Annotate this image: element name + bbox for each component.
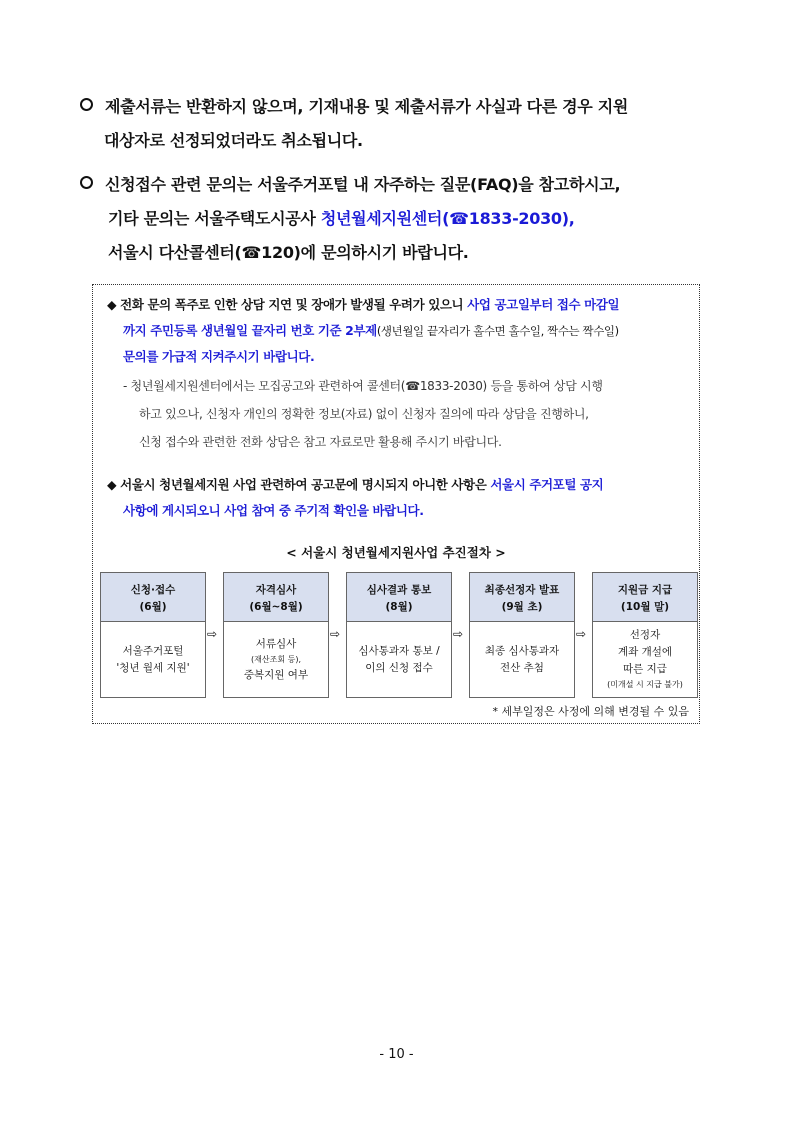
step-1-period: (6월) <box>139 601 167 613</box>
circle-bullet-icon <box>80 98 93 111</box>
step-2-body-line: 중복지원 여부 <box>243 668 309 681</box>
intro-item-2-line-3: 서울시 다산콜센터(☎120)에 문의하시기 바랍니다. <box>108 243 469 262</box>
step-2-period: (6월~8월) <box>249 601 303 613</box>
step-2-header <box>223 572 329 622</box>
step-5-title: 지원금 지급 <box>617 584 673 596</box>
step-5-body-line: 따른 지급 <box>623 663 667 675</box>
notice-p2-line-2: 사항에 게시되오니 사업 참여 중 주기적 확인을 바랍니다. <box>123 503 424 518</box>
step-3-period: (8월) <box>385 601 413 613</box>
step-1-body <box>100 622 206 698</box>
notice-p1-line-2-rest: (생년월일 끝자리가 홀수면 홀수일, 짝수는 짝수일) <box>376 324 619 338</box>
step-4-body-line: 최종 심사통과자 <box>484 644 560 657</box>
step-3-header <box>346 572 452 622</box>
step-5-period: (10월 말) <box>620 601 670 613</box>
step-4-period: (9월 초) <box>501 601 543 613</box>
step-1-title: 신청·접수 <box>130 584 176 596</box>
step-4-title: 최종선정자 발표 <box>484 584 560 596</box>
arrow-right-icon: ⇨ <box>330 627 341 641</box>
intro-item-1-line-1 <box>80 94 628 117</box>
notice-box <box>92 284 700 724</box>
notice-sub-line-2: 하고 있으나, 신청자 개인의 정확한 정보(자료) 없이 신청자 질의에 따라 상담을 진행하니, <box>139 407 589 421</box>
notice-p2-line-1 <box>107 475 603 493</box>
step-2-body-line: 서류심사 <box>255 637 297 650</box>
arrow-right-icon: ⇨ <box>453 627 464 641</box>
step-5-body-line: 계좌 개설에 <box>617 646 673 658</box>
intro-item-2-line-2-text: 기타 문의는 서울주택도시공사 <box>108 209 321 228</box>
arrow-right-icon: ⇨ <box>576 627 587 641</box>
notice-sub-line-1: - 청년월세지원센터에서는 모집공고와 관련하여 콜센터(☎1833-2030) 등을 통하여 상담 시행 <box>123 379 603 393</box>
step-2-body <box>223 622 329 698</box>
process-title: < 서울시 청년월세지원사업 추진절차 > <box>286 545 506 560</box>
step-4-body-line: 전산 추첨 <box>500 661 544 674</box>
notice-p1-highlight-2: 까지 주민등록 생년월일 끝자리 번호 기준 2부제 <box>123 323 377 338</box>
step-2-body-small: (재산조회 등), <box>251 654 301 664</box>
step-3-body-line: 심사통과자 통보 / <box>358 644 440 657</box>
step-1-body-line: '청년 월세 지원' <box>116 661 190 674</box>
notice-sub-line-3: 신청 접수와 관련한 전화 상담은 참고 자료로만 활용해 주시기 바랍니다. <box>139 435 502 449</box>
intro-item-1-text: 제출서류는 반환하지 않으며, 기재내용 및 제출서류가 사실과 다른 경우 지원 <box>105 97 629 116</box>
intro-item-2-line-1 <box>80 172 620 195</box>
step-3-title: 심사결과 통보 <box>366 584 432 596</box>
step-3-body <box>346 622 452 698</box>
notice-p1-line-2 <box>123 321 619 339</box>
notice-p1-line-3: 문의를 가급적 지켜주시기 바랍니다. <box>123 349 315 364</box>
notice-p1-line-1 <box>107 295 619 313</box>
step-1-header <box>100 572 206 622</box>
step-3-body-line: 이의 신청 접수 <box>365 661 433 674</box>
step-4-header <box>469 572 575 622</box>
step-2-title: 자격심사 <box>255 584 297 596</box>
circle-bullet-icon <box>80 176 93 189</box>
notice-p2-line-1-text: ◆ 서울시 청년월세지원 사업 관련하여 공고문에 명시되지 아니한 사항은 <box>107 477 491 492</box>
schedule-footnote: * 세부일정은 사정에 의해 변경될 수 있음 <box>492 705 689 718</box>
step-5-body <box>592 622 698 698</box>
step-4-body <box>469 622 575 698</box>
youth-rent-center-contact: 청년월세지원센터(☎1833-2030), <box>320 209 575 228</box>
arrow-right-icon: ⇨ <box>207 627 218 641</box>
intro-item-2-line-2 <box>108 206 575 229</box>
step-5-header <box>592 572 698 622</box>
notice-p2-highlight-1: 서울시 주거포털 공지 <box>490 477 604 492</box>
notice-p1-line-1-text: ◆ 전화 문의 폭주로 인한 상담 지연 및 장애가 발생될 우려가 있으니 <box>107 297 468 312</box>
step-5-body-small: (미개설 시 지급 불가) <box>607 680 683 689</box>
intro-item-2-text: 신청접수 관련 문의는 서울주거포털 내 자주하는 질문(FAQ)을 참고하시고, <box>105 175 621 194</box>
step-1-body-line: 서울주거포털 <box>122 644 184 657</box>
intro-item-1-line-2: 대상자로 선정되었더라도 취소됩니다. <box>104 131 363 150</box>
notice-p1-highlight-1: 사업 공고일부터 접수 마감일 <box>467 297 620 312</box>
page-number: - 10 - <box>379 1047 414 1062</box>
step-5-body-line: 선정자 <box>629 629 661 641</box>
